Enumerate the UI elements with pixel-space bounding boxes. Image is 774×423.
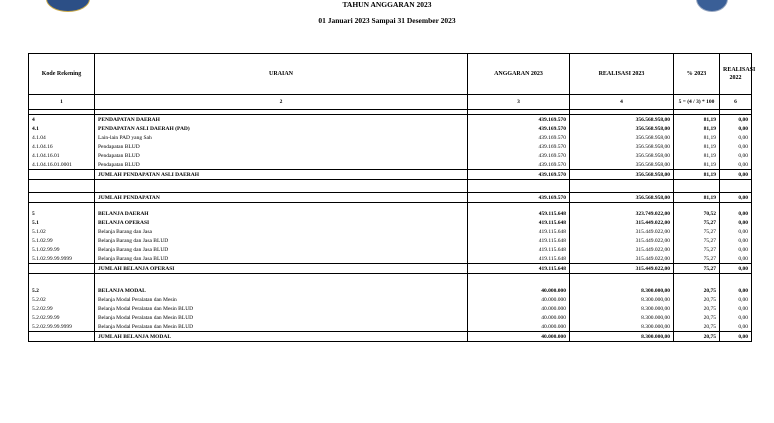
persen-cell: 75,27 <box>674 218 720 227</box>
col-number-6: 6 <box>720 95 752 110</box>
realisasi-lalu-cell: 0,00 <box>720 133 752 142</box>
anggaran-cell: 439.169.570 <box>468 133 570 142</box>
realisasi-cell: 315.449.022,00 <box>570 254 674 264</box>
table-row <box>29 151 752 160</box>
anggaran-cell: 439.169.570 <box>468 142 570 151</box>
realisasi-lalu-cell: 0,00 <box>720 151 752 160</box>
kode-cell: 5.1 <box>29 218 95 227</box>
table-row <box>29 124 752 133</box>
kode-cell: 5.2 <box>29 286 95 295</box>
table-row <box>29 160 752 170</box>
col-number-3: 3 <box>468 95 570 110</box>
col-header-realisasi-lalu: REALISASI 2022 <box>720 54 752 95</box>
anggaran-cell: 439.169.570 <box>468 160 570 170</box>
col-number-5: 5 = (4 / 3) * 100 <box>674 95 720 110</box>
table-row <box>29 209 752 218</box>
persen-cell: 81,19 <box>674 115 720 125</box>
col-number-2: 2 <box>95 95 468 110</box>
anggaran-cell: 419.115.648 <box>468 245 570 254</box>
table-row <box>29 254 752 264</box>
kode-cell: 5.2.02.99.99 <box>29 313 95 322</box>
realisasi-lalu-cell: 0,00 <box>720 264 752 274</box>
uraian-cell: Lain-lain PAD yang Sah <box>95 133 468 142</box>
realisasi-cell: 315.449.022,00 <box>570 218 674 227</box>
kode-cell: 4.1.04.16.01 <box>29 151 95 160</box>
uraian-cell: Belanja Modal Peralatan dan Mesin BLUD <box>95 322 468 332</box>
realisasi-cell: 315.449.022,00 <box>570 245 674 254</box>
table-row <box>29 115 752 125</box>
persen-cell: 75,27 <box>674 254 720 264</box>
report-period: 01 Januari 2023 Sampai 31 Desember 2023 <box>318 16 456 25</box>
realisasi-lalu-cell: 0,00 <box>720 170 752 180</box>
realisasi-cell: 8.300.000,00 <box>570 304 674 313</box>
persen-cell: 75,27 <box>674 227 720 236</box>
kode-cell: 5.2.02 <box>29 295 95 304</box>
persen-cell: 20,75 <box>674 332 720 342</box>
uraian-cell: JUMLAH BELANJA MODAL <box>95 332 468 342</box>
table-row <box>29 236 752 245</box>
realisasi-cell: 8.300.000,00 <box>570 332 674 342</box>
kode-cell: 5.1.02.99.99 <box>29 245 95 254</box>
realisasi-lalu-cell: 0,00 <box>720 322 752 332</box>
realisasi-cell: 356.568.958,00 <box>570 142 674 151</box>
realisasi-lalu-cell: 0,00 <box>720 295 752 304</box>
realisasi-cell: 8.300.000,00 <box>570 313 674 322</box>
uraian-cell: BELANJA DAERAH <box>95 209 468 218</box>
realisasi-cell: 356.568.958,00 <box>570 160 674 170</box>
uraian-cell: JUMLAH BELANJA OPERASI <box>95 264 468 274</box>
uraian-cell: Belanja Barang dan Jasa BLUD <box>95 245 468 254</box>
realisasi-lalu-cell: 0,00 <box>720 193 752 203</box>
anggaran-cell: 40.000.000 <box>468 322 570 332</box>
table-row <box>29 142 752 151</box>
total-row <box>29 264 752 274</box>
persen-cell: 70,52 <box>674 209 720 218</box>
realisasi-lalu-cell: 0,00 <box>720 142 752 151</box>
realisasi-lalu-cell: 0,00 <box>720 254 752 264</box>
realisasi-lalu-cell: 0,00 <box>720 209 752 218</box>
total-row <box>29 170 752 180</box>
kode-cell: 4 <box>29 115 95 125</box>
anggaran-cell: 459.115.648 <box>468 209 570 218</box>
report-fiscal-year: TAHUN ANGGARAN 2023 <box>342 0 432 9</box>
table-row <box>29 286 752 295</box>
uraian-cell: BELANJA MODAL <box>95 286 468 295</box>
anggaran-cell: 40.000.000 <box>468 286 570 295</box>
kode-cell <box>29 170 95 180</box>
uraian-cell: Belanja Modal Peralatan dan Mesin <box>95 295 468 304</box>
uraian-cell: Belanja Barang dan Jasa BLUD <box>95 254 468 264</box>
realisasi-lalu-cell: 0,00 <box>720 332 752 342</box>
table-row <box>29 322 752 332</box>
col-number-1: 1 <box>29 95 95 110</box>
table-row <box>29 218 752 227</box>
kode-cell: 5.2.02.99 <box>29 304 95 313</box>
col-header-realisasi: REALISASI 2023 <box>570 54 674 95</box>
persen-cell: 75,27 <box>674 245 720 254</box>
table-body <box>29 110 752 342</box>
anggaran-cell: 419.115.648 <box>468 218 570 227</box>
persen-cell: 75,27 <box>674 236 720 245</box>
table-row <box>29 304 752 313</box>
realisasi-cell: 8.300.000,00 <box>570 286 674 295</box>
col-number-4: 4 <box>570 95 674 110</box>
kode-cell: 5.1.02.99.99.9999 <box>29 254 95 264</box>
realisasi-lalu-cell: 0,00 <box>720 245 752 254</box>
realisasi-lalu-cell: 0,00 <box>720 227 752 236</box>
uraian-cell: Pendapatan BLUD <box>95 142 468 151</box>
anggaran-cell: 40.000.000 <box>468 304 570 313</box>
persen-cell: 81,19 <box>674 170 720 180</box>
realisasi-cell: 356.568.958,00 <box>570 133 674 142</box>
uraian-cell: Pendapatan BLUD <box>95 151 468 160</box>
table-row <box>29 313 752 322</box>
persen-cell: 75,27 <box>674 264 720 274</box>
anggaran-cell: 439.169.570 <box>468 170 570 180</box>
anggaran-cell: 40.000.000 <box>468 332 570 342</box>
persen-cell: 20,75 <box>674 304 720 313</box>
anggaran-cell: 439.169.570 <box>468 193 570 203</box>
uraian-cell: BELANJA OPERASI <box>95 218 468 227</box>
uraian-cell: Belanja Barang dan Jasa <box>95 227 468 236</box>
persen-cell: 20,75 <box>674 322 720 332</box>
col-header-anggaran: ANGGARAN 2023 <box>468 54 570 95</box>
realisasi-lalu-cell: 0,00 <box>720 115 752 125</box>
anggaran-cell: 439.169.570 <box>468 124 570 133</box>
uraian-cell: PENDAPATAN ASLI DAERAH (PAD) <box>95 124 468 133</box>
realisasi-lalu-cell: 0,00 <box>720 236 752 245</box>
realisasi-cell: 356.568.958,00 <box>570 193 674 203</box>
realisasi-cell: 315.449.022,00 <box>570 236 674 245</box>
realisasi-cell: 8.300.000,00 <box>570 295 674 304</box>
col-header-persen: % 2023 <box>674 54 720 95</box>
anggaran-cell: 40.000.000 <box>468 295 570 304</box>
uraian-cell: PENDAPATAN DAERAH <box>95 115 468 125</box>
persen-cell: 20,75 <box>674 286 720 295</box>
realisasi-cell: 356.568.958,00 <box>570 151 674 160</box>
budget-realization-table <box>28 53 756 342</box>
col-header-uraian: URAIAN <box>95 54 468 95</box>
persen-cell: 81,19 <box>674 142 720 151</box>
anggaran-cell: 419.115.648 <box>468 236 570 245</box>
table-row <box>29 245 752 254</box>
persen-cell: 20,75 <box>674 313 720 322</box>
uraian-cell: Belanja Modal Peralatan dan Mesin BLUD <box>95 304 468 313</box>
persen-cell: 81,19 <box>674 133 720 142</box>
realisasi-cell: 8.300.000,00 <box>570 322 674 332</box>
persen-cell: 81,19 <box>674 124 720 133</box>
kode-cell: 4.1.04.16.01.0001 <box>29 160 95 170</box>
anggaran-cell: 419.115.648 <box>468 254 570 264</box>
persen-cell: 20,75 <box>674 295 720 304</box>
kode-cell: 5.1.02 <box>29 227 95 236</box>
kode-cell: 4.1.04 <box>29 133 95 142</box>
anggaran-cell: 40.000.000 <box>468 313 570 322</box>
kode-cell: 5.2.02.99.99.9999 <box>29 322 95 332</box>
anggaran-cell: 439.169.570 <box>468 151 570 160</box>
uraian-cell: Belanja Barang dan Jasa BLUD <box>95 236 468 245</box>
kode-cell: 4.1 <box>29 124 95 133</box>
table-row <box>29 295 752 304</box>
kode-cell: 5 <box>29 209 95 218</box>
persen-cell: 81,19 <box>674 151 720 160</box>
realisasi-cell: 323.749.022,00 <box>570 209 674 218</box>
realisasi-lalu-cell: 0,00 <box>720 160 752 170</box>
realisasi-cell: 356.568.958,00 <box>570 170 674 180</box>
anggaran-cell: 439.169.570 <box>468 115 570 125</box>
uraian-cell: JUMLAH PENDAPATAN ASLI DAERAH <box>95 170 468 180</box>
kode-cell <box>29 332 95 342</box>
persen-cell: 81,19 <box>674 193 720 203</box>
realisasi-lalu-cell: 0,00 <box>720 124 752 133</box>
realisasi-lalu-cell: 0,00 <box>720 304 752 313</box>
realisasi-cell: 315.449.022,00 <box>570 227 674 236</box>
table-row <box>29 227 752 236</box>
anggaran-cell: 419.115.648 <box>468 227 570 236</box>
realisasi-cell: 356.568.958,00 <box>570 124 674 133</box>
kode-cell: 5.1.02.99 <box>29 236 95 245</box>
kode-cell: 4.1.04.16 <box>29 142 95 151</box>
total-row <box>29 193 752 203</box>
realisasi-lalu-cell: 0,00 <box>720 286 752 295</box>
kode-cell <box>29 264 95 274</box>
anggaran-cell: 419.115.648 <box>468 264 570 274</box>
uraian-cell: Pendapatan BLUD <box>95 160 468 170</box>
table-row <box>29 133 752 142</box>
realisasi-cell: 315.449.022,00 <box>570 264 674 274</box>
total-row <box>29 332 752 342</box>
kode-cell <box>29 193 95 203</box>
uraian-cell: JUMLAH PENDAPATAN <box>95 193 468 203</box>
persen-cell: 81,19 <box>674 160 720 170</box>
realisasi-lalu-cell: 0,00 <box>720 313 752 322</box>
col-header-kode: Kode Rekening <box>29 54 95 95</box>
realisasi-cell: 356.568.958,00 <box>570 115 674 125</box>
uraian-cell: Belanja Modal Peralatan dan Mesin BLUD <box>95 313 468 322</box>
realisasi-lalu-cell: 0,00 <box>720 218 752 227</box>
